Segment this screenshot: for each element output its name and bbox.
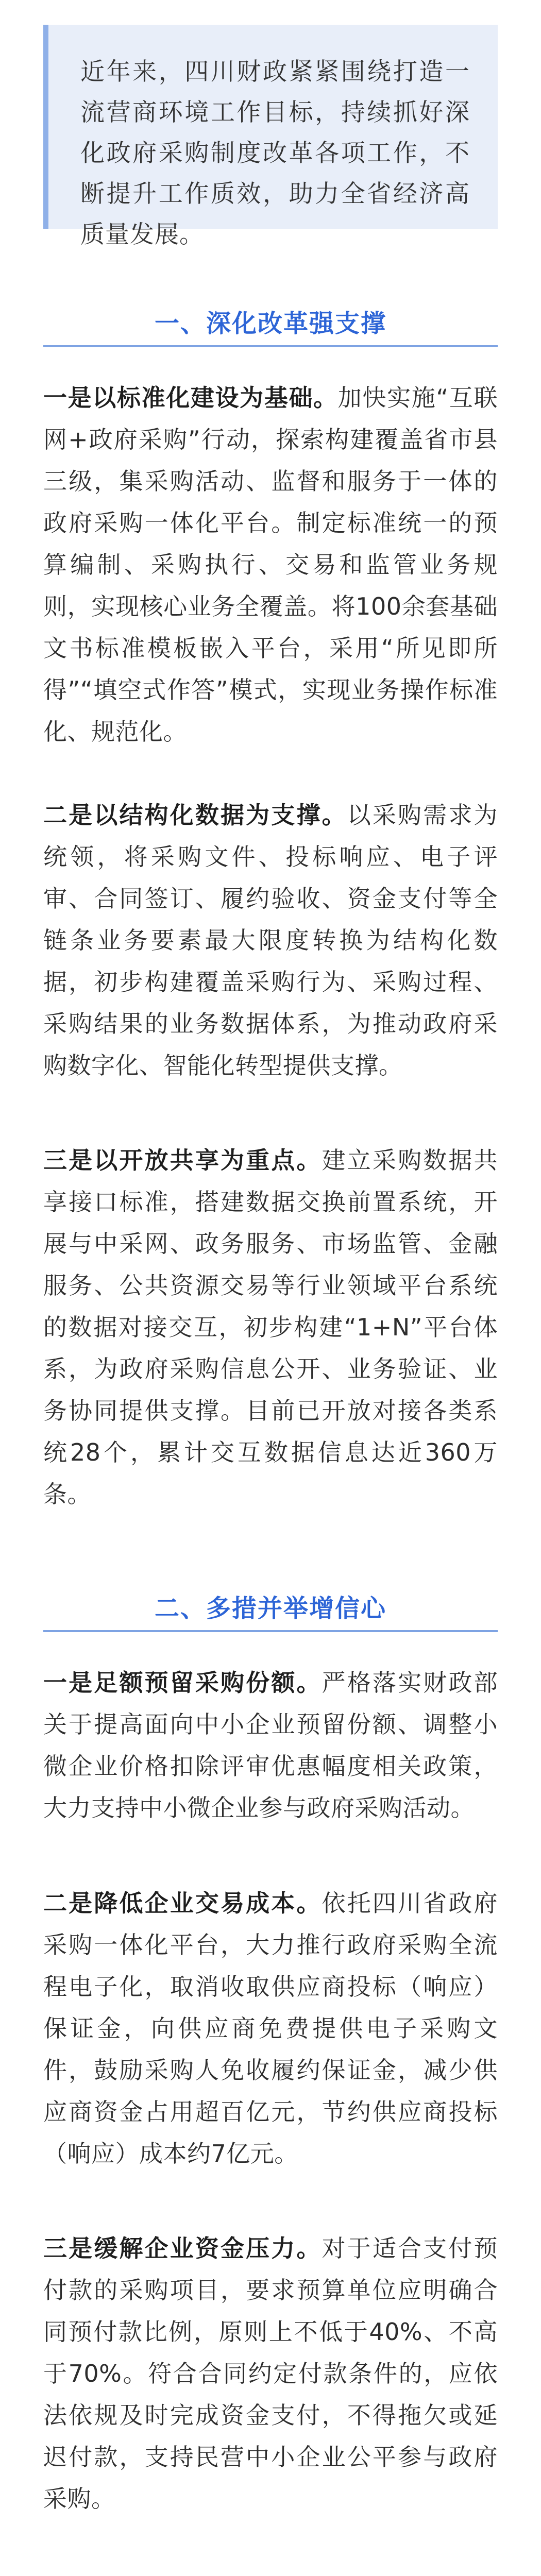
paragraph-body: 以采购需求为统领，将采购文件、投标响应、电子评审、合同签订、履约验收、资金支付等全链条业务要素最大限度转换为结构化数据，初步构建覆盖采购行为、采购过程、采购结果的业务数据体系，为推动政府采购数字化、智能化转型提供支撑。 — [43, 801, 498, 1079]
section-heading — [43, 1575, 498, 1632]
paragraph — [43, 2228, 498, 2520]
paragraph-body: 建立采购数据共享接口标准，搭建数据交换前置系统，开展与中采网、政务服务、市场监管、金融服务、公共资源交易等行业领域平台系统的数据对接交互，初步构建“1+N”平台体系，为政府采购信息公开、业务验证、业务协同提供支撑。目前已开放对接各类系统28个，累计交互数据信息达近360万条。 — [43, 1146, 498, 1508]
paragraph-lead: 一是以标准化建设为基础。 — [43, 384, 338, 412]
paragraph-body: 加快实施“互联网+政府采购”行动，探索构建覆盖省市县三级，集采购活动、监督和服务于一体的政府采购一体化平台。制定标准统一的预算编制、采购执行、交易和监管业务规则，实现核心业务全覆盖。将100余套基础文书标准模板嵌入平台，采用“所见即所得”“填空式作答”模式，实现业务操作标准化、规范化。 — [43, 384, 498, 745]
paragraph-body: 严格落实财政部关于提高面向中小企业预留份额、调整小微企业价格扣除评审优惠幅度相关政策，大力支持中小微企业参与政府采购活动。 — [43, 1669, 498, 1822]
paragraph — [43, 1883, 498, 2175]
paragraph-body: 依托四川省政府采购一体化平台，大力推行政府采购全流程电子化，取消收取供应商投标（响应）保证金，向供应商免费提供电子采购文件，鼓励采购人免收履约保证金，减少供应商资金占用超百亿元，节约供应商投标（响应）成本约7亿元。 — [43, 1889, 498, 2167]
paragraph-body: 对于适合支付预付款的采购项目，要求预算单位应明确合同预付款比例，原则上不低于40%、不高于70%。符合合同约定付款条件的，应依法依规及时完成资金支付，不得拖欠或延迟付款，支持民营中小企业公平参与政府采购。 — [43, 2234, 498, 2513]
paragraph — [43, 2573, 498, 2576]
paragraph-lead: 一是足额预留采购份额。 — [43, 1669, 322, 1697]
section-heading — [43, 291, 498, 347]
paragraph — [43, 377, 498, 753]
paragraph — [43, 794, 498, 1087]
paragraph-lead: 二是以结构化数据为支撑。 — [43, 801, 347, 829]
paragraph — [43, 1140, 498, 1515]
section-title: 一、深化改革强支撑 — [154, 309, 386, 338]
intro-text: 近年来，四川财政紧紧围绕打造一流营商环境工作目标，持续抓好深化政府采购制度改革各项工作，不断提升工作质效，助力全省经济高质量发展。 — [80, 58, 470, 249]
heading-underline — [43, 1630, 498, 1632]
section-title: 二、多措并举增信心 — [154, 1594, 386, 1623]
heading-underline — [43, 345, 498, 347]
paragraph — [43, 1662, 498, 1829]
paragraph-lead: 三是以开放共享为重点。 — [43, 1146, 322, 1174]
paragraph-lead: 三是缓解企业资金压力。 — [43, 2234, 322, 2262]
paragraph-lead: 二是降低企业交易成本。 — [43, 1889, 322, 1917]
intro-box — [43, 25, 498, 249]
